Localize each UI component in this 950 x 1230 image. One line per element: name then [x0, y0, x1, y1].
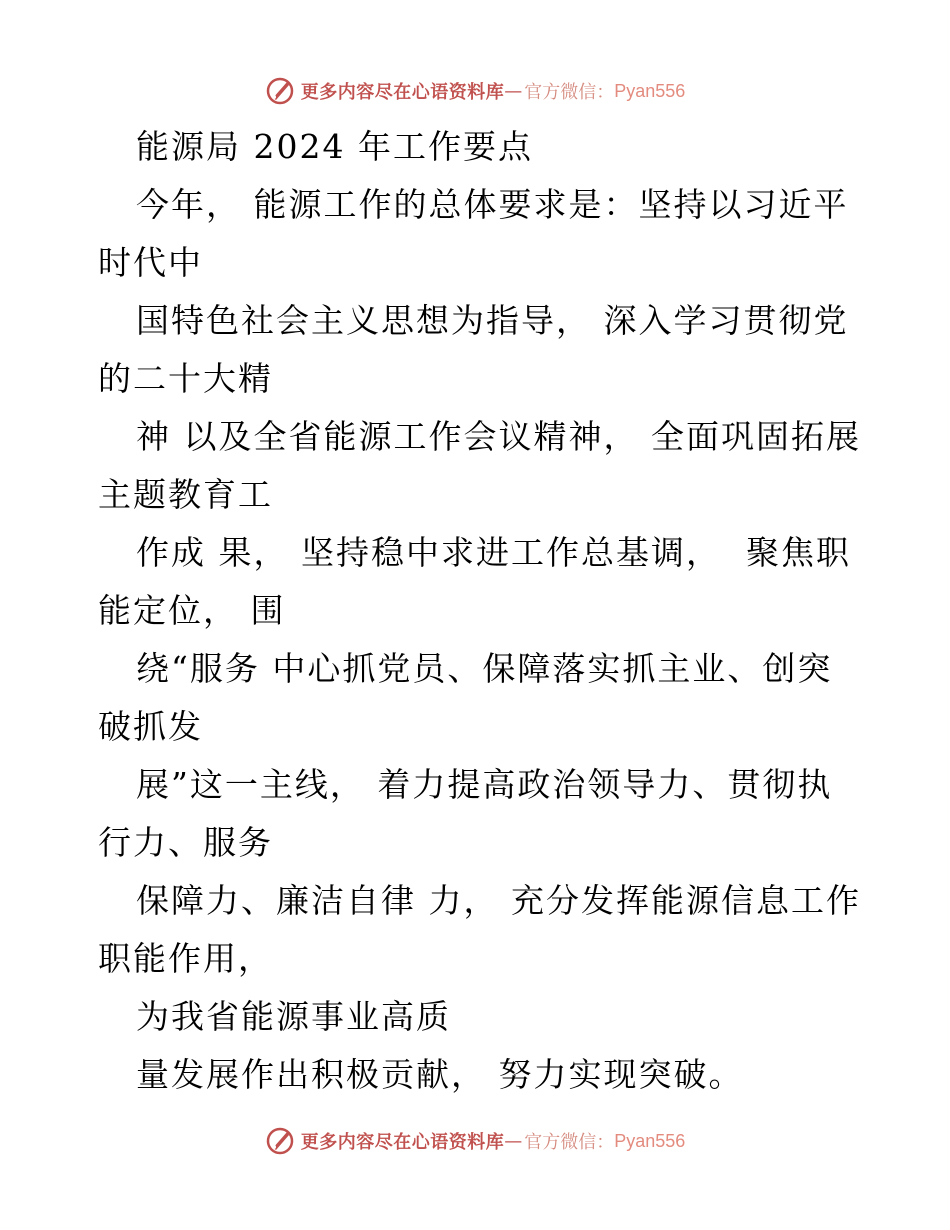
document-line: 作成 果， 坚持稳中求进工作总基调， 聚焦职 — [136, 533, 851, 572]
watermark-contact-label: 官方微信： — [524, 1132, 615, 1153]
document-line: 绕“服务 中心抓党员、保障落实抓主业、创突 — [136, 649, 833, 688]
quill-pen-circle-icon — [265, 76, 295, 106]
watermark-dash: — — [504, 1130, 523, 1152]
document-line: 主题教育工 — [98, 475, 273, 514]
document-line: 为我省能源事业高质 — [136, 997, 451, 1036]
watermark-banner-top — [0, 71, 950, 111]
document-line: 保障力、廉洁自律 力， 充分发挥能源信息工作 — [136, 881, 861, 920]
watermark-site-text: 更多内容尽在心语资料库 — [300, 82, 505, 103]
document-line: 时代中 — [98, 243, 203, 282]
document-line: 神 以及全省能源工作会议精神， 全面巩固拓展 — [136, 417, 861, 456]
document-line: 展”这一主线， 着力提高政治领导力、贯彻执 — [136, 765, 833, 804]
document-line: 国特色社会主义思想为指导， 深入学习贯彻党 — [136, 301, 849, 340]
watermark-handle: Pyan556 — [614, 1130, 686, 1151]
watermark-dash: — — [504, 80, 523, 102]
watermark-site-text: 更多内容尽在心语资料库 — [300, 1132, 505, 1153]
document-line: 破抓发 — [98, 707, 203, 746]
document-line: 的二十大精 — [98, 359, 273, 398]
watermark-handle: Pyan556 — [614, 80, 686, 101]
document-line: 职能作用， — [98, 939, 273, 978]
watermark-banner-bottom — [0, 1121, 950, 1161]
document-line: 行力、服务 — [98, 823, 273, 862]
quill-pen-circle-icon — [265, 1126, 295, 1156]
document-line: 今年， 能源工作的总体要求是：坚持以习近平 — [136, 185, 849, 224]
document-body — [98, 118, 861, 1104]
document-title: 能源局 2024 年工作要点 — [136, 127, 533, 166]
document-line: 能定位， 围 — [98, 591, 286, 630]
document-line: 量发展作出积极贡献， 努力实现突破。 — [136, 1055, 744, 1094]
watermark-contact-label: 官方微信： — [524, 82, 615, 103]
